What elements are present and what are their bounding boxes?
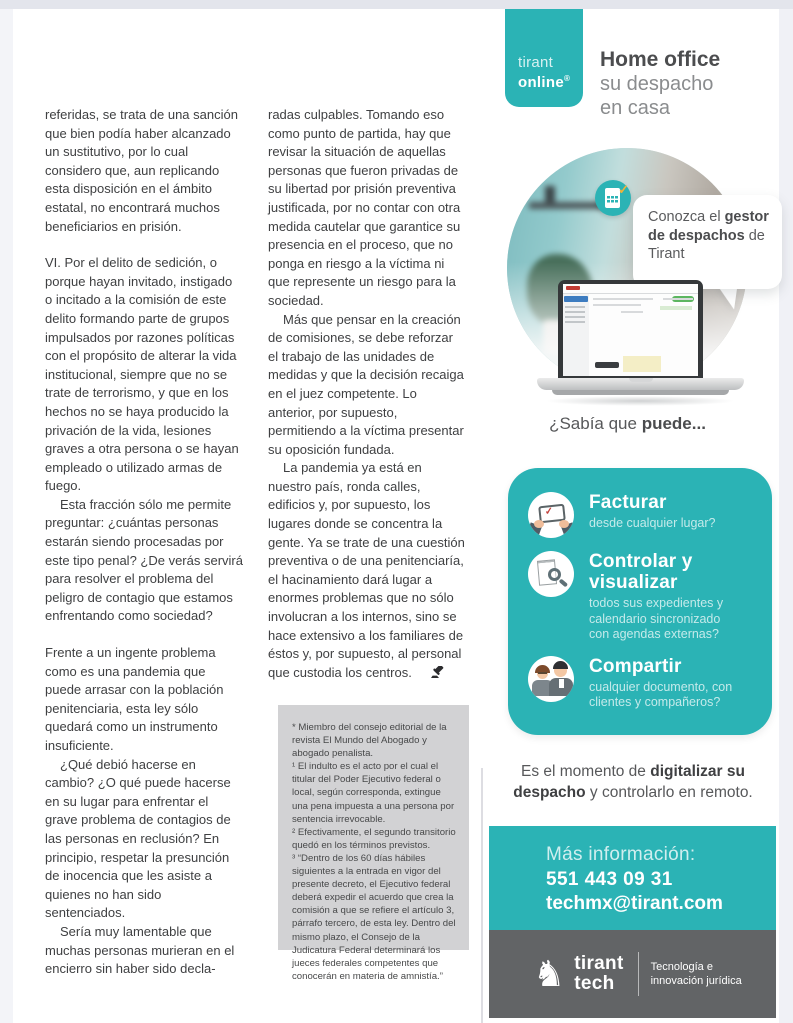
feature-compartir: [528, 656, 754, 711]
brand-line2: tech: [574, 973, 615, 994]
app-sidebar-row: [565, 311, 585, 313]
app-sidebar-row: [565, 316, 585, 318]
woman-glasses: [538, 672, 547, 674]
document-magnifier-icon: [528, 551, 574, 597]
feature-controlar: [528, 551, 754, 643]
sabia-que-line: [495, 414, 760, 434]
laptop-base: [537, 378, 744, 390]
footer-divider: [638, 952, 639, 996]
app-green-row: [660, 306, 692, 310]
man-shirt: [559, 679, 564, 688]
bubble-text-pre: Conozca el: [648, 209, 725, 225]
paragraph: Sería muy lamentable que muchas personas murieran en el encierro sin haber sido decla-: [45, 923, 235, 977]
tagline-line1: Tecnología e: [650, 961, 713, 973]
logo-word-online: online®: [518, 74, 571, 91]
speech-bubble: [633, 195, 782, 289]
tirant-tech-footer: [489, 930, 776, 1018]
feature-title: Controlar y visualizar: [589, 551, 693, 593]
check-mark: ✓: [618, 182, 629, 197]
laptop-foot: [552, 390, 729, 395]
paragraph: referidas, se trata de una sanción que bien podía haber alcanzado un sustitutivo, por lo cual considero que, aun replicando esta disposición en el ámbito estatal, no encontrará muchos beneficiarios en prisión.: [45, 107, 238, 234]
info-label: Más información:: [546, 844, 696, 865]
article-column-1: [45, 106, 243, 979]
app-content-line: [593, 298, 653, 300]
calculator-keys: [607, 196, 618, 205]
paragraph: Más que pensar en la creación de comisiones, se debe reforzar el trabajo de las unidades de medidas y que la decisión recaiga en el juez competente. Lo anterior, por supuesto, permitiendo a la víctima presentar su oposición fundada.: [268, 311, 464, 457]
paragraph: Esta fracción sólo me permite preguntar: ¿cuántas personas estarán siendo procesadas por este tipo penal? ¿De verás servirá para resolver el problema del peligro de contagio que estamos enfrentando como sociedad?: [45, 496, 243, 624]
feature-desc: cualquier documento, con clientes y compañeros?: [589, 679, 733, 709]
laptop-screen: [558, 280, 703, 378]
gavel-icon: [416, 665, 444, 684]
registered-mark: ®: [563, 74, 571, 83]
contact-info-box: [489, 826, 776, 930]
app-sidebar-selected: [564, 296, 588, 302]
footnote: ³ “Dentro de los 60 días hábiles siguientes a la entrada en vigor del presente decreto, el Ejecutivo federal deberá expedir el acuerdo que crea la comisión a que se refiere el artículo 3, párrafo tercero, de esta ley. Dentro del mismo plazo, el Consejo de la Judicatura Federal determinará los jueces federales competentes que conocerán en materia de amnistía.”: [292, 852, 456, 982]
tirant-online-logo: [505, 9, 583, 107]
headline-bold: Home office: [600, 48, 721, 71]
app-content-line: [621, 311, 643, 313]
footnotes-box: [278, 705, 469, 982]
momento-bold: digitalizar su despacho: [513, 763, 745, 801]
sabia-pre: ¿Sabía que: [549, 414, 642, 433]
footnote: ² Efectivamente, el segundo transitorio quedó en los términos previstos.: [292, 826, 456, 851]
bubble-text-bold: gestor de despachos: [648, 209, 769, 244]
app-logo: [566, 286, 580, 290]
feature-title: Facturar: [589, 492, 667, 513]
app-sidebar-row: [565, 306, 585, 308]
article-column-2: [268, 106, 466, 683]
paragraph: Frente a un ingente problema como es una pandemia que puede arrasar con la población penitenciaria, esta ley sólo quedará como un instrumento insuficiente.: [45, 645, 224, 753]
tablet-hands-icon: [528, 492, 574, 538]
phone-number: 551 443 09 31: [546, 869, 673, 890]
feature-desc: todos sus expedientes y calendario sincronizado con agendas externas?: [589, 596, 724, 641]
laptop-shadow: [545, 396, 735, 406]
laptop-app-ui: [563, 284, 698, 376]
momento-post: y controlarlo en remoto.: [585, 783, 753, 801]
brand-line1: tirant: [574, 953, 624, 974]
sabia-bold: puede...: [641, 414, 706, 433]
momento-pre: Es el momento de: [521, 763, 651, 780]
email-address: techmx@tirant.com: [546, 893, 723, 914]
headline-line3: en casa: [600, 97, 671, 119]
hand: [534, 520, 544, 528]
ad-headline: [600, 48, 720, 120]
footnote: * Miembro del consejo editorial de la revista El Mundo del Abogado y abogado penalista.: [292, 722, 447, 760]
magnifier-handle: [559, 579, 568, 587]
man-hair: [553, 661, 568, 669]
app-yellow-panel: [623, 356, 661, 372]
page-gutter-line: [481, 768, 483, 1023]
feature-title: Compartir: [589, 655, 682, 677]
laptop-notch: [629, 378, 653, 382]
bubble-text-post: de Tirant: [648, 227, 765, 262]
momento-line: [489, 762, 777, 803]
people-icon: [528, 656, 574, 702]
app-dark-button: [595, 362, 619, 368]
hand: [559, 520, 569, 528]
app-content-line: [663, 298, 693, 300]
features-box: [508, 468, 772, 735]
paragraph: [268, 459, 466, 683]
paragraph: radas culpables. Tomando eso como punto de partida, hay que revisar la situación de aquellas personas que fueron privadas de su libertad por prisión preventiva justificada, por no contar con otra medida cautelar que garantice su presencia en el proceso, que no ponga en riesgo a la víctima ni que represente un riesgo para la sociedad.: [268, 107, 461, 308]
calculator-check-icon: [595, 180, 631, 216]
shelf-item: [545, 186, 555, 202]
brand-tagline: [651, 960, 742, 988]
paragraph: ¿Qué debió hacerse en cambio? ¿O qué puede hacerse en su lugar para enfrentar el grave problema de contagios de las personas en reclusión? En principio, respetar la presunción de inocencia que les asiste a quienes no han sido sentenciados.: [45, 756, 231, 921]
feature-facturar: [528, 492, 754, 538]
red-check: ✓: [544, 505, 554, 518]
paragraph: VI. Por el delito de sedición, o porque hayan invitado, instigado o incitado a la comisión de este delito formando parte de grupos impulsados por razones políticas con el propósito de alterar la vida institucional, siempre que no se trate de terrorismo, y que en los hechos no se haya producido la privación de la vida, lesiones graves a otra persona o se hayan empleado o utilizado armas de fuego.: [45, 255, 239, 494]
feature-desc: desde cualquier lugar?: [589, 516, 716, 530]
logo-word-tirant: tirant: [518, 54, 554, 71]
scan-edge-left: [0, 9, 13, 1023]
app-sidebar-row: [565, 321, 585, 323]
app-content-line: [593, 304, 641, 306]
tagline-line2: innovación jurídica: [650, 975, 742, 987]
footnote: ¹ El indulto es el acto por el cual el titular del Poder Ejecutivo federal o local, según corresponda, extingue una pena impuesta a una persona por sentencia irrevocable.: [292, 761, 455, 825]
knight-icon: ♞: [533, 953, 566, 994]
brand-name: [574, 954, 623, 994]
paragraph-text: La pandemia ya está en nuestro país, ronda calles, edificios y, por supuesto, los lugares donde se concentra la gente. Ya se trate de una cuestión preventiva o de una penitenciaría, el hacinamiento dará lugar a enormes problemas que no sólo involucran a los internos, sino se hace extensivo a los familiares de éstos y, por supuesto, al personal que custodia los centros.: [268, 460, 465, 680]
scan-edge-right: [779, 9, 793, 1023]
scan-edge-top: [0, 0, 793, 9]
headline-line2: su despacho: [600, 73, 714, 95]
